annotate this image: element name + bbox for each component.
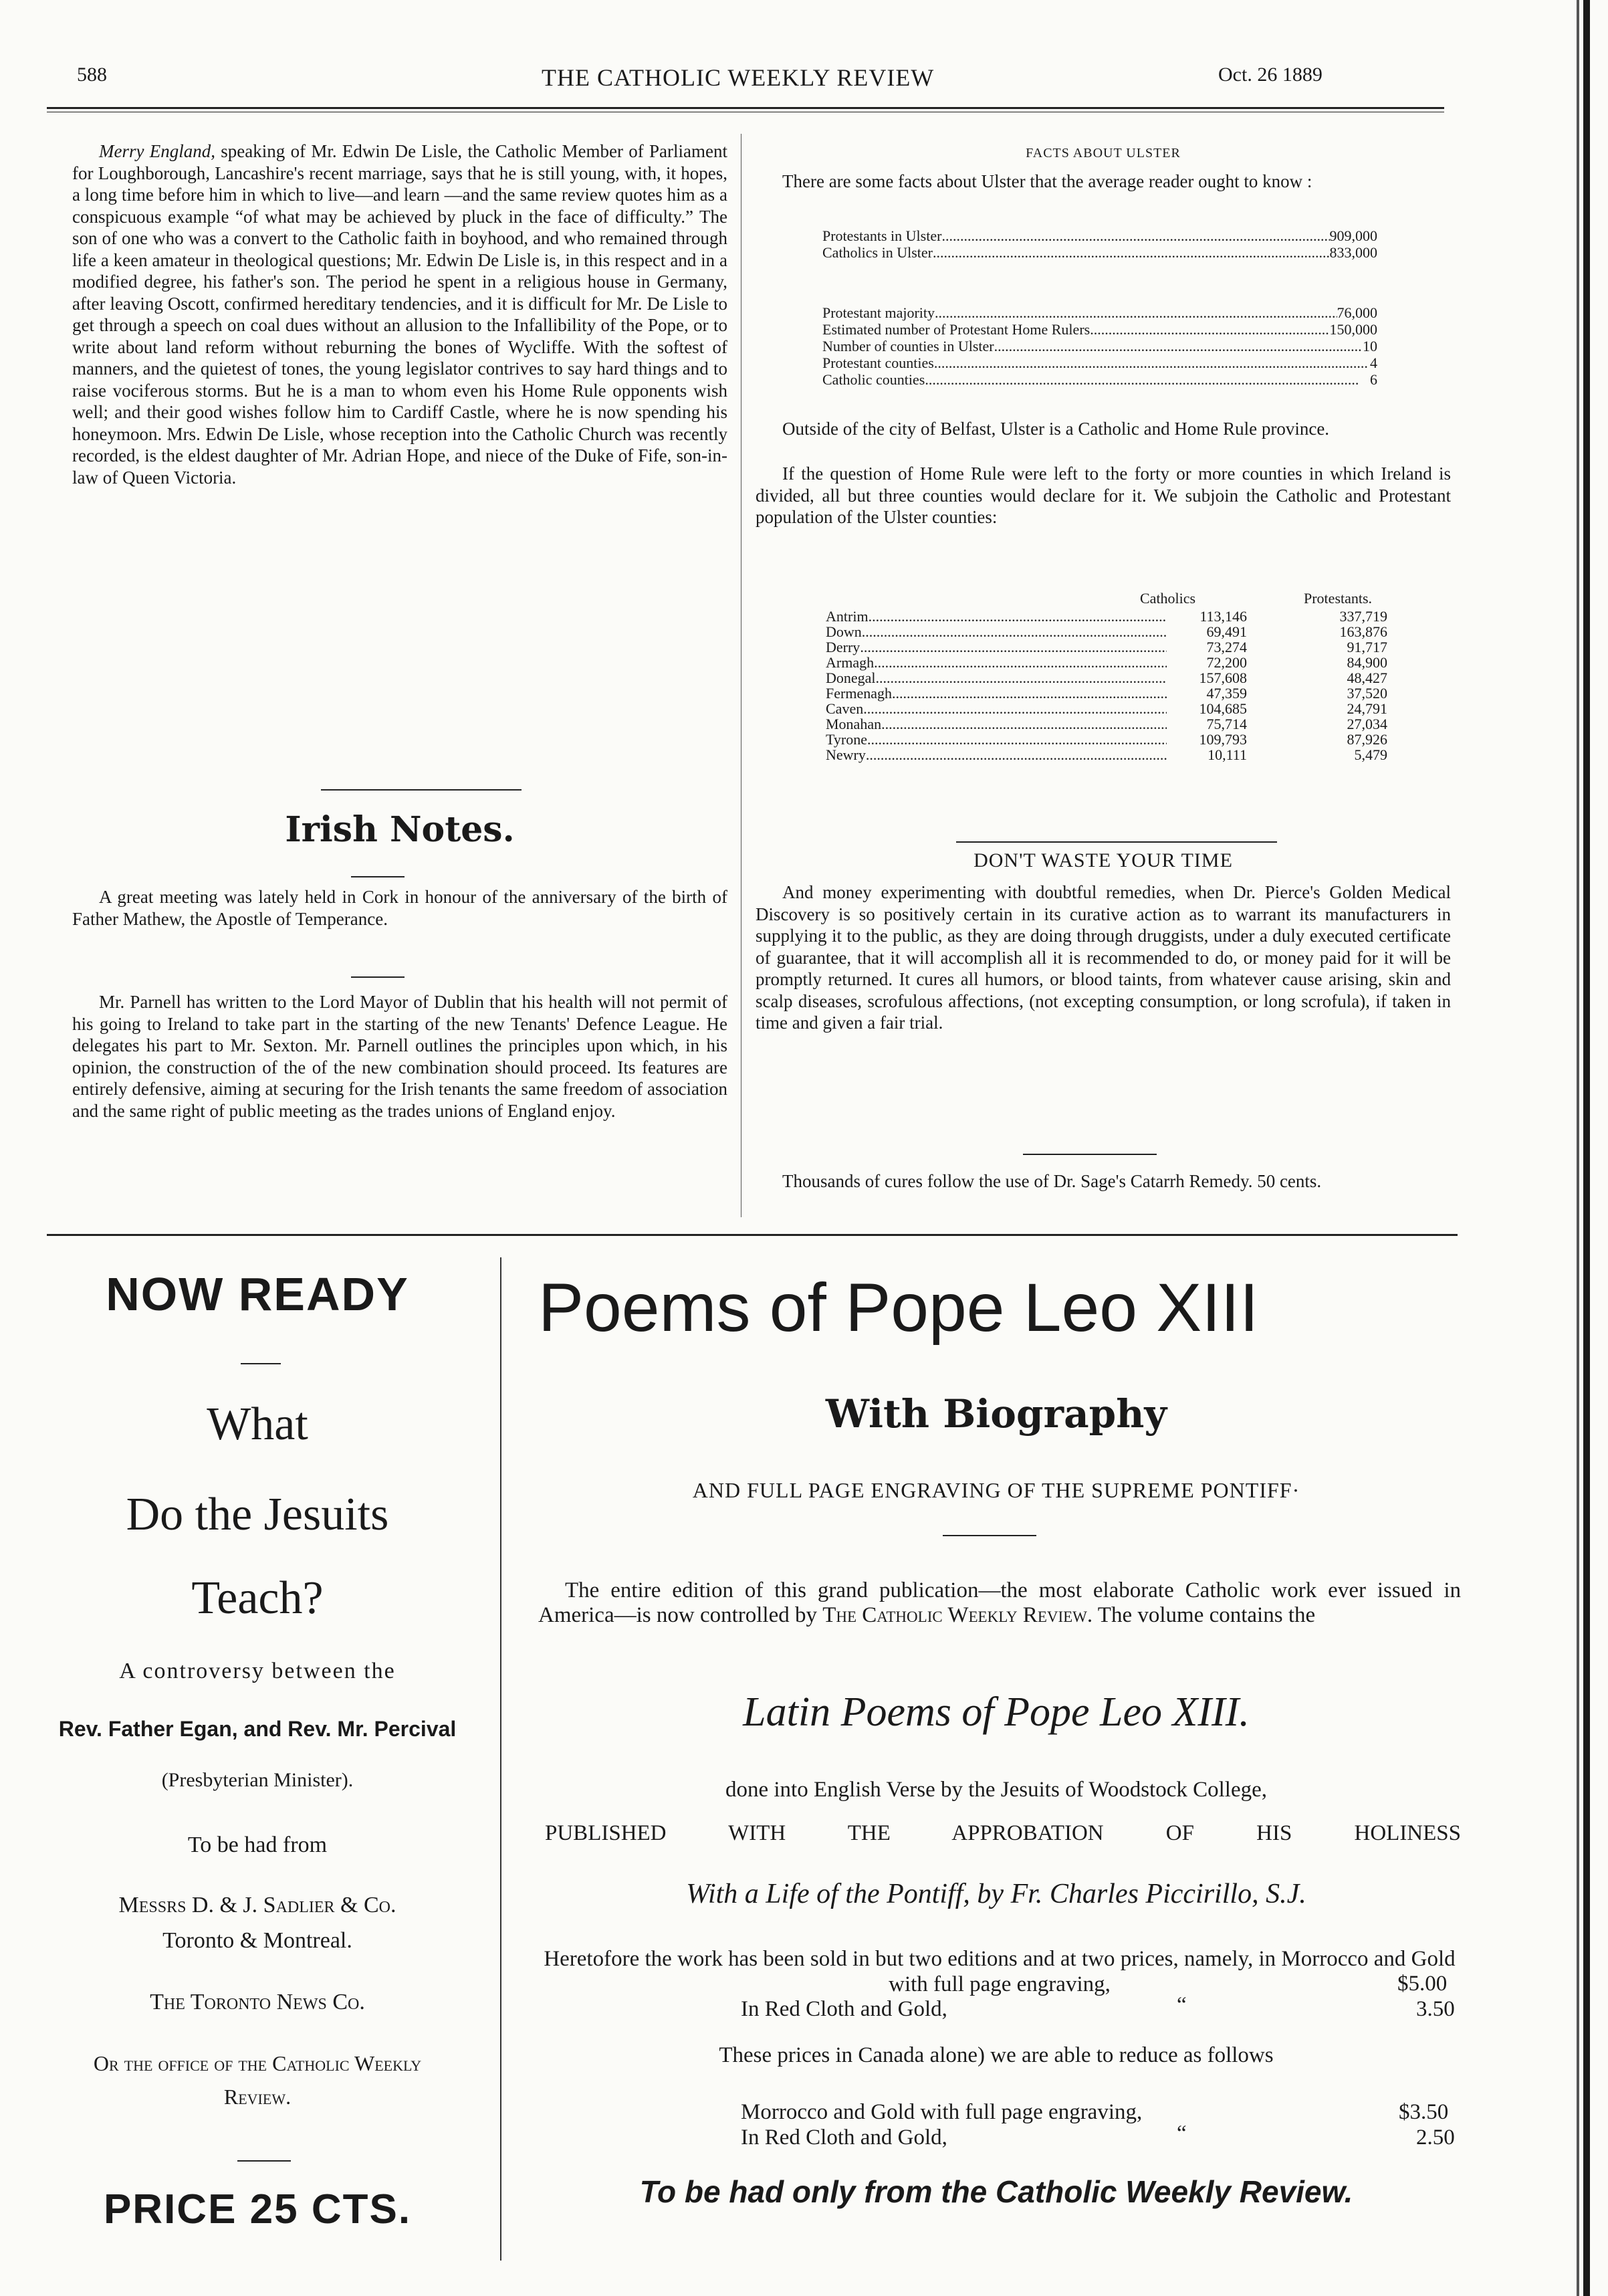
with-biography: With Biography — [825, 1391, 1167, 1437]
ulster-para-1: Outside of the city of Belfast, Ulster is a Catholic and Home Rule province. — [782, 419, 1330, 439]
price-a1: $5.00 — [1397, 1972, 1448, 1996]
table-row — [826, 732, 1387, 747]
fact-row — [822, 354, 1377, 371]
article-body: speaking of Mr. Edwin De Lisle, the Catholic Member of Parliament for Loughborough, Lancashire's recent marriage, says that he is still young, with, it hopes, a long time before him in which to live—and learn —and the same review quotes him as a conspicuous example “of what may be achieved by pluck in the face of difficulty.” The son of one who was a convert to the Catholic faith in boyhood, and who remained through life a keen amateur in theological questions; Mr. Edwin De Lisle is, in this respect and in a modified degree, his father's son. The period he spent in a religious house in Germany, after leaving Oscott, confirmed hereditary tendencies, and it is difficult for Mr. De Lisle to get through a speech on coal dues without an allusion to the Infallibility of the Pope, or to write about land reform without reburning the bones of Wycliffe. With the softest of manners, and the quietest of tones, the young legislator contrives to say hard things and to raise vociferous storms. But he is a man to whom even his Home Rule opponents wish well; and their good wishes follow him to Cardiff Castle, where he is now spending his honeymoon. Mrs. Edwin De Lisle, whose reception into the Catholic Church was recently recorded, is the eldest daughter of Mr. Adrian Hope, and niece of the Duke of Fife, son-in-law of Queen Victoria. — [72, 141, 727, 488]
county-catholics: 104,685 — [1199, 700, 1247, 717]
county-protestants: 37,520 — [1347, 685, 1387, 702]
ulster-intro: There are some facts about Ulster that the average reader ought to know : — [782, 171, 1312, 191]
engraving: AND FULL PAGE ENGRAVING OF THE SUPREME PONTIFF· — [692, 1478, 1300, 1502]
price-a2: 3.50 — [1416, 1997, 1455, 2021]
ads-rule — [47, 1234, 1458, 1236]
county-protestants: 337,719 — [1339, 608, 1387, 625]
leader-dots — [1090, 321, 1329, 338]
col-protestants: Protestants. — [1304, 590, 1373, 607]
leader-dots — [867, 732, 1167, 747]
binding-edge — [1583, 0, 1590, 2296]
price-b1: $3.50 — [1399, 2100, 1449, 2124]
leader-dots — [881, 716, 1167, 732]
irish-notes-heading: Irish Notes. — [285, 809, 515, 850]
leader-dots — [866, 747, 1167, 762]
county-catholics: 113,146 — [1199, 608, 1247, 625]
fact-value: 150,000 — [1329, 321, 1377, 338]
header-rule — [47, 107, 1444, 109]
leader-dots — [925, 371, 1370, 388]
jesuits-line-3: Teach? — [191, 1572, 324, 1624]
county-name: Armagh — [826, 654, 875, 671]
section-rule — [321, 789, 522, 791]
ulster-facts-a — [822, 227, 1377, 261]
intro-text: The entire edition of this grand publication—the most elaborate Catholic work ever issued in America—is now controlled by — [538, 1578, 1461, 1627]
leader-dots — [994, 338, 1363, 354]
county-catholics: 73,274 — [1206, 639, 1247, 655]
controversy: A controversy between the — [119, 1659, 396, 1683]
fact-label: Catholics in Ulster — [822, 244, 933, 261]
issue-date: Oct. 26 1889 — [1218, 64, 1323, 86]
fact-row — [822, 371, 1377, 388]
fact-value: 4 — [1370, 354, 1377, 371]
leader-dots — [934, 354, 1370, 371]
county-protestants: 27,034 — [1347, 716, 1387, 732]
heretofore — [538, 1946, 1461, 1997]
page-header — [77, 64, 1464, 104]
county-name: Caven — [826, 700, 864, 717]
ad-divider — [500, 1257, 501, 2261]
office: Or the office of the Catholic Weekly Review. — [93, 2051, 422, 2109]
approbation: PUBLISHED WITH THE APPROBATION OF HIS HOLINESS — [545, 1821, 1461, 1845]
review-name: The Catholic Weekly Review. — [822, 1603, 1093, 1627]
jesuits-line-2: Do the Jesuits — [126, 1489, 389, 1540]
heretofore-text: Heretofore the work has been sold in but two editions and at two prices, namely, in Morrocco and Gold with full page engraving, — [544, 1947, 1456, 1996]
table-row — [826, 639, 1387, 655]
fact-label: Protestant majority — [822, 304, 935, 321]
table-row — [826, 686, 1387, 701]
county-protestants: 91,717 — [1347, 639, 1387, 655]
life-of-pontiff: With a Life of the Pontiff, by Fr. Charles Piccirillo, S.J. — [686, 1879, 1306, 1909]
table-row — [826, 747, 1387, 762]
county-protestants: 48,427 — [1347, 669, 1387, 686]
poems-title: Poems of Pope Leo XIII — [538, 1269, 1259, 1346]
county-catholics: 109,793 — [1199, 731, 1247, 748]
leader-dots — [869, 609, 1167, 624]
fact-label: Protestant counties — [822, 354, 934, 371]
price: PRICE 25 CTS. — [103, 2186, 412, 2232]
leader-dots — [933, 244, 1330, 261]
table-row — [826, 670, 1387, 686]
morrocco-2: Morrocco and Gold with full page engraving, — [741, 2100, 1143, 2124]
county-protestants: 24,791 — [1347, 700, 1387, 717]
ad-rule-2 — [237, 2160, 291, 2162]
page-number: 588 — [77, 64, 107, 86]
county-name: Down — [826, 623, 862, 640]
ulster-para-2: If the question of Home Rule were left to the forty or more counties in which Ireland is divided, all but three counties would declare for it. We subjoin the Catholic and Protestant population of the Ulster counties: — [756, 463, 1451, 527]
notes-divider — [351, 976, 405, 978]
dont-waste-body: And money experimenting with doubtful remedies, when Dr. Pierce's Golden Medical Discovery is so positively certain in its curative action as to warrant its manufacturers in supplying it to the public, as they are doing through druggists, under a duly executed certificate of guarantee, that it will accomplish all it is recommended to do, or money paid for it will be promptly returned. It cures all humors, or blood taints, from whatever cause arising, skin and scalp diseases, scrofulous affections, (not excepting consumption, or long scrofula), if taken in time and given a fair trial. — [756, 882, 1451, 1033]
ulster-facts-b — [822, 304, 1377, 388]
fact-row — [822, 304, 1377, 321]
egan-percival: Rev. Father Egan, and Rev. Mr. Percival — [58, 1717, 457, 1741]
county-protestants: 163,876 — [1339, 623, 1387, 640]
county-table — [826, 609, 1387, 762]
fact-row — [822, 227, 1377, 244]
presbyterian: (Presbyterian Minister). — [161, 1769, 354, 1791]
fact-label: Protestants in Ulster — [822, 227, 942, 244]
dont-waste-heading: DON'T WASTE YOUR TIME — [973, 849, 1233, 871]
red-cloth-1: In Red Cloth and Gold, — [741, 1997, 947, 2021]
county-protestants: 87,926 — [1347, 731, 1387, 748]
these-prices: These prices in Canada alone) we are able to reduce as follows — [719, 2043, 1274, 2067]
fact-row — [822, 321, 1377, 338]
fact-value: 909,000 — [1329, 227, 1377, 244]
irish-notes-para-2: Mr. Parnell has written to the Lord Mayor of Dublin that his health will not permit of his going to Ireland to take part in the starting of the new Tenants' Defence League. He delegates his part to Mr. Sexton. Mr. Parnell outlines the principles upon which, in his opinion, the construction of the of the new combination should proceed. Its features are entirely defensive, aiming at securing for the Irish tenants the same freedom of association and the same right of public meeting as the trades unions of England enjoy. — [72, 992, 727, 1121]
ad-rule-1 — [241, 1363, 281, 1364]
ulster-heading: FACTS ABOUT ULSTER — [1026, 146, 1181, 161]
poems-rule — [943, 1535, 1036, 1536]
sage-ad: Thousands of cures follow the use of Dr. Sage's Catarrh Remedy. 50 cents. — [782, 1171, 1322, 1191]
county-name: Tyrone — [826, 731, 867, 748]
had-from: To be had from — [187, 1833, 328, 1857]
ditto-2: “ — [1177, 2121, 1187, 2146]
price-b2: 2.50 — [1416, 2125, 1455, 2150]
fact-value: 10 — [1363, 338, 1377, 354]
leader-dots — [863, 701, 1167, 716]
heading-rule — [351, 876, 405, 877]
county-catholics: 157,608 — [1199, 669, 1247, 686]
article-lead: Merry England, — [99, 141, 216, 161]
fact-label: Number of counties in Ulster — [822, 338, 994, 354]
leader-dots — [862, 624, 1167, 639]
publication-title: THE CATHOLIC WEEKLY REVIEW — [542, 64, 935, 91]
merry-england-article — [72, 140, 727, 488]
intro-end: The volume contains the — [1093, 1603, 1316, 1627]
county-catholics: 47,359 — [1206, 685, 1247, 702]
now-ready: NOW READY — [106, 1268, 409, 1320]
toronto-montreal: Toronto & Montreal. — [162, 1928, 352, 1953]
county-name: Derry — [826, 639, 860, 655]
fact-value: 6 — [1370, 371, 1377, 388]
county-catholics: 69,491 — [1206, 623, 1247, 640]
table-row — [826, 716, 1387, 732]
leader-dots — [892, 686, 1167, 701]
fact-value: 833,000 — [1329, 244, 1377, 261]
leader-dots — [874, 655, 1167, 670]
county-catholics: 72,200 — [1206, 654, 1247, 671]
table-row — [826, 655, 1387, 670]
toronto-news: The Toronto News Co. — [150, 1990, 365, 2014]
county-name: Monahan — [826, 716, 882, 732]
fact-row — [822, 338, 1377, 354]
county-catholics: 75,714 — [1206, 716, 1247, 732]
col-catholics: Catholics — [1140, 590, 1196, 607]
fact-label: Catholic counties — [822, 371, 925, 388]
jesuits-line-1: What — [207, 1398, 308, 1450]
table-row — [826, 609, 1387, 624]
fact-label: Estimated number of Protestant Home Rulers — [822, 321, 1090, 338]
latin-poems: Latin Poems of Pope Leo XIII. — [743, 1689, 1250, 1735]
county-catholics: 10,111 — [1208, 746, 1247, 763]
poems-footer: To be had only from the Catholic Weekly Review. — [639, 2174, 1353, 2209]
fact-value: 76,000 — [1337, 304, 1377, 321]
county-protestants: 5,479 — [1354, 746, 1387, 763]
red-cloth-2: In Red Cloth and Gold, — [741, 2125, 947, 2150]
done-into: done into English Verse by the Jesuits of Woodstock College, — [725, 1778, 1268, 1802]
county-name: Antrim — [826, 608, 869, 625]
county-protestants: 84,900 — [1347, 654, 1387, 671]
leader-dots — [876, 670, 1167, 686]
binding-edge-shadow — [1577, 0, 1579, 2296]
sadlier: Messrs D. & J. Sadlier & Co. — [118, 1893, 396, 1917]
fact-row — [822, 244, 1377, 261]
section-rule-right — [956, 841, 1277, 843]
county-name: Newry — [826, 746, 866, 763]
county-name: Donegal — [826, 669, 876, 686]
leader-dots — [935, 304, 1337, 321]
ditto-1: “ — [1177, 1993, 1187, 2017]
table-row — [826, 624, 1387, 639]
dont-waste-rule — [1023, 1154, 1157, 1155]
leader-dots — [941, 227, 1329, 244]
county-name: Fermenagh — [826, 685, 892, 702]
poems-intro — [538, 1578, 1461, 1628]
leader-dots — [860, 639, 1167, 655]
irish-notes-para-1: A great meeting was lately held in Cork in honour of the anniversary of the birth of Father Mathew, the Apostle of Temperance. — [72, 887, 727, 929]
table-row — [826, 701, 1387, 716]
